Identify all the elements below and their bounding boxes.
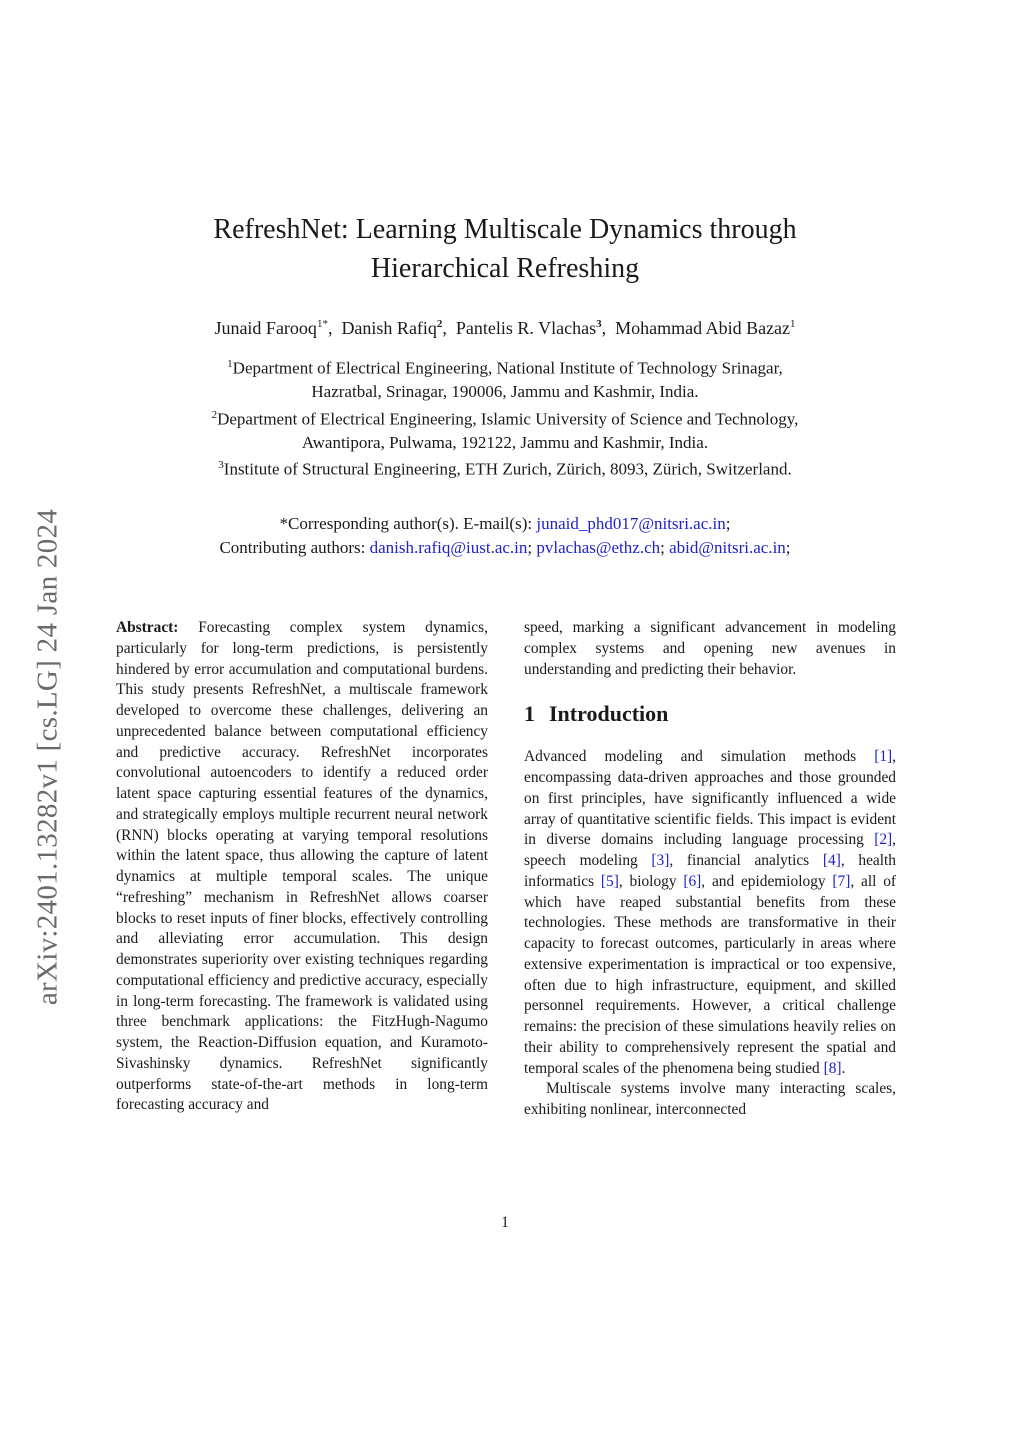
text-run: , encompassing data-driven approaches and those grounded on first principles, have significantly influenced a wide array of quantitative scientific fields. This impact is evident in diverse domains including language processing	[524, 748, 896, 849]
author-affil-mark: 1*	[316, 318, 328, 330]
affiliation-1	[100, 353, 910, 380]
author-affil-mark: 1	[790, 318, 796, 330]
text-run: .	[841, 1059, 846, 1077]
affiliation-line: Department of Electrical Engineering, National Institute of Technology Srinagar,	[232, 358, 783, 378]
author-affil-mark: 3	[596, 318, 602, 330]
email-link[interactable]: junaid_phd017@nitsri.ac.in	[536, 514, 726, 533]
contributing-authors: Contributing authors: danish.rafiq@iust.ac.in; pvlachas@ethz.ch; abid@nitsri.ac.in;	[219, 537, 791, 557]
left-column	[116, 618, 488, 1116]
citation-link[interactable]: [8]	[823, 1059, 842, 1077]
affiliation-3	[100, 454, 910, 481]
email-link[interactable]: pvlachas@ethz.ch	[536, 537, 661, 557]
author-name: Pantelis R. Vlachas	[455, 318, 597, 338]
affiliation-mark: 1	[227, 358, 233, 370]
text-run: , financial analytics	[669, 852, 823, 869]
text-run: Advanced modeling and simulation methods	[524, 748, 875, 766]
contact-info	[100, 512, 910, 559]
contributing-label: Contributing authors:	[219, 537, 366, 557]
section-title: Introduction	[549, 701, 669, 727]
arxiv-identifier: arXiv:2401.13282v1 [cs.LG] 24 Jan 2024	[31, 508, 64, 1006]
text-run: , speech modeling	[524, 831, 896, 869]
section-heading	[524, 701, 896, 727]
abstract-continuation: speed, marking a significant advancement in modeling complex systems and opening new avenues in understanding and predicting their behavior.	[524, 619, 896, 678]
right-column	[524, 618, 896, 1121]
corresponding-author: *Corresponding author(s). E-mail(s): junaid_phd017@nitsri.ac.in;	[279, 514, 731, 533]
section-number: 1	[524, 701, 535, 727]
title-line-1: RefreshNet: Learning Multiscale Dynamics through	[213, 214, 797, 245]
email-link[interactable]: abid@nitsri.ac.in	[669, 537, 786, 557]
author-name: Mohammad Abid Bazaz	[615, 318, 791, 338]
intro-paragraph-2: Multiscale systems involve many interacting scales, exhibiting nonlinear, interconnected	[524, 1080, 896, 1118]
title-line-2: Hierarchical Refreshing	[370, 253, 640, 284]
author-name: Danish Rafiq	[341, 318, 437, 338]
affiliation-mark: 2	[211, 408, 218, 421]
email-link[interactable]: danish.rafiq@iust.ac.in	[369, 537, 528, 557]
citation-link[interactable]: [3]	[651, 852, 670, 869]
corresponding-label: *Corresponding author(s). E-mail(s):	[279, 514, 533, 533]
page-number: 1	[501, 1214, 509, 1231]
citation-link[interactable]: [7]	[832, 872, 851, 890]
intro-paragraph-1	[524, 747, 896, 1079]
citation-link[interactable]: [1]	[874, 748, 893, 766]
paper-title	[140, 210, 870, 288]
citation-link[interactable]: [4]	[822, 852, 841, 869]
affiliation-2-line-2: Awantipora, Pulwama, 192122, Jammu and Kashmir, India.	[301, 432, 709, 452]
abstract-label: Abstract:	[116, 619, 179, 636]
author-affil-mark: 2	[436, 318, 443, 330]
affiliation-line: Department of Electrical Engineering, Islamic University of Science and Technology,	[217, 409, 799, 429]
citation-link[interactable]: [5]	[600, 872, 619, 890]
affiliation-mark: 3	[218, 459, 224, 472]
text-run: , all of which have reaped substantial benefits from these technologies. These methods are transformative in their capacity to forecast outcomes, particularly in areas where extensive experimentation is impractical or too expensive, often due to high infrastructure, equipment, and skilled personnel requirements. However, a critical challenge remains: the precision of these simulations heavily relies on their ability to comprehensively represent the spatial and temporal scales of the phenomena being studied	[524, 872, 897, 1077]
citation-link[interactable]: [2]	[874, 831, 893, 849]
affiliation-line: Institute of Structural Engineering, ETH Zurich, Zürich, 8093, Zürich, Switzerland.	[223, 459, 792, 479]
author-list: Junaid Farooq$^{1*}$, Danish Rafiq$^2$, Pantelis R. Vlachas$^3$, Mohammad Abid Bazaz$^1$	[214, 318, 796, 338]
citation-link[interactable]: [6]	[683, 872, 702, 890]
affiliation-1-line-2: Hazratbal, Srinagar, 190006, Jammu and Kashmir, India.	[311, 382, 699, 402]
text-run: , and epidemiology	[701, 872, 833, 890]
text-run: , biology	[618, 872, 684, 890]
abstract-text: Forecasting complex system dynamics, particularly for long-term predictions, is persistently hindered by error accumulation and computational burdens. This study presents RefreshNet, a multiscale framework developed to overcome these challenges, delivering an unprecedented balance between computational efficiency and predictive accuracy. RefreshNet incorporates convolutional autoencoders to identify a reduced order latent space capturing essential features of the dynamics, and strategically employs multiple recurrent neural network (RNN) blocks operating at varying temporal resolutions within the latent space, thus allowing the capture of latent dynamics at multiple temporal scales. The unique “refreshing” mechanism in RefreshNet allows coarser blocks to reset inputs of finer blocks, effectively controlling and alleviating error accumulation. This design demonstrates superiority over existing techniques regarding computational efficiency and predictive accuracy, especially in long-term forecasting. The framework is validated using three benchmark applications: the FitzHugh-Nagumo system, the Reaction-Diffusion equation, and Kuramoto-Sivashinsky dynamics. RefreshNet significantly outperforms state-of-the-art methods in long-term forecasting accuracy and	[116, 619, 488, 1114]
affiliation-2	[100, 404, 910, 431]
affiliations	[100, 353, 910, 481]
abstract	[116, 618, 488, 1116]
author-name: Junaid Farooq	[214, 318, 317, 338]
text-run: , health informatics	[524, 852, 896, 890]
